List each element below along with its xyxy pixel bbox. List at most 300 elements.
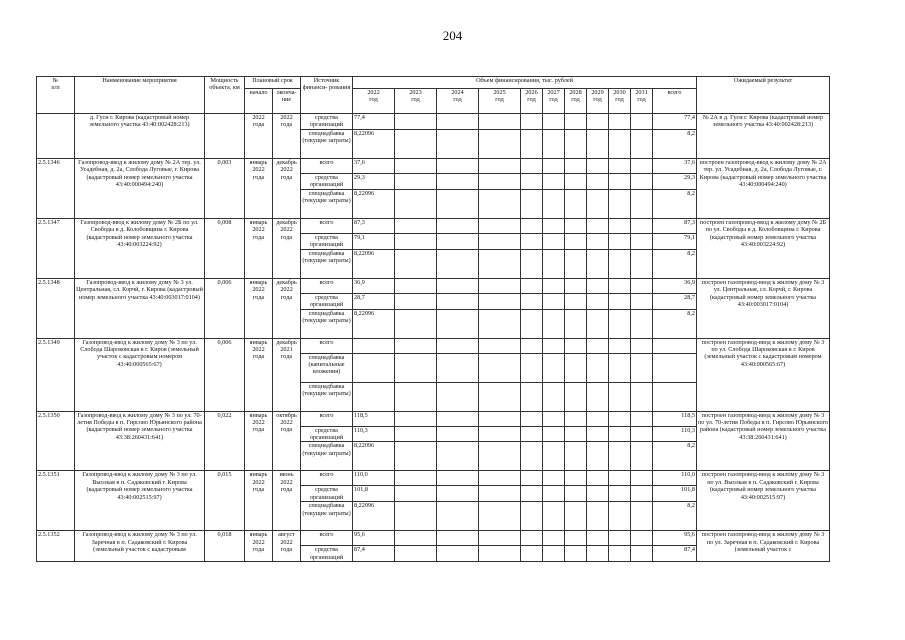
start-date-line: январь	[249, 338, 268, 346]
end-date	[273, 158, 301, 218]
end-date-line: 2022	[280, 478, 293, 486]
funding-source: всего	[301, 278, 353, 293]
value-empty	[543, 293, 565, 309]
end-date-line: 2022	[280, 166, 293, 174]
value-empty	[587, 531, 609, 546]
value-empty	[521, 309, 543, 338]
funding-source: средства организаций	[301, 486, 353, 502]
value-2022: 87,3	[353, 218, 395, 233]
value-empty	[609, 278, 631, 293]
value-total: 8,2	[653, 309, 697, 338]
value-empty	[609, 382, 631, 411]
start-date-line: 2022	[252, 345, 265, 353]
start-date-line: года	[252, 426, 265, 434]
expected-result: построен газопровод-ввод к жилому дому № 2Б по ул. Свободы в д. Колобовщина г. Кирова (кадастровый номер земельного участка 43:40:003224:92)	[697, 218, 830, 278]
capacity-value: 0,006	[205, 278, 245, 338]
value-empty	[543, 471, 565, 486]
value-total: 77,4	[653, 114, 697, 130]
value-empty	[565, 531, 587, 546]
start-date	[245, 158, 273, 218]
value-2022: 87,4	[353, 546, 395, 562]
start-date	[245, 411, 273, 471]
value-empty	[395, 531, 437, 546]
value-empty	[395, 353, 437, 382]
header-capacity: Мощность объекта, км	[205, 77, 245, 114]
header-year	[609, 89, 631, 114]
end-date-line: октябрь	[276, 411, 297, 419]
value-empty	[395, 471, 437, 486]
funding-source: средства организаций	[301, 173, 353, 189]
start-date-line: 2022	[252, 226, 265, 234]
end-date	[273, 471, 301, 531]
value-empty	[631, 218, 653, 233]
value-empty	[609, 353, 631, 382]
row-number: 2.5.1349	[37, 338, 75, 411]
value-empty	[609, 233, 631, 249]
funding-source: спецнадбавка (текущие затраты)	[301, 502, 353, 531]
value-empty	[565, 486, 587, 502]
value-total	[653, 353, 697, 382]
table-row	[37, 278, 830, 293]
funding-source: всего	[301, 471, 353, 486]
header-year	[521, 89, 543, 114]
header-year-line: год	[571, 96, 580, 104]
funding-source: средства организаций	[301, 233, 353, 249]
value-empty	[609, 411, 631, 426]
value-empty	[395, 278, 437, 293]
funding-source: всего	[301, 338, 353, 353]
value-empty	[521, 426, 543, 442]
header-year-line: год	[593, 96, 602, 104]
capacity-value: 0,015	[205, 471, 245, 531]
value-empty	[479, 129, 521, 158]
value-2022: 77,4	[353, 114, 395, 130]
value-empty	[395, 546, 437, 562]
value-empty	[543, 531, 565, 546]
expected-result: построен газопровод-ввод к жилому дому № 3 по ул. Слобода Шароковская в г. Киров (земельный участок с кадастровым номером 43:40:000565:67)	[697, 338, 830, 411]
value-empty	[587, 233, 609, 249]
value-empty	[565, 189, 587, 218]
funding-source: средства организаций	[301, 114, 353, 130]
start-date-line: года	[252, 121, 265, 129]
value-empty	[587, 249, 609, 278]
value-total: 29,3	[653, 173, 697, 189]
value-total: 79,1	[653, 233, 697, 249]
header-year-line: год	[549, 96, 558, 104]
funding-source: всего	[301, 531, 353, 546]
value-2022: 8,22096	[353, 442, 395, 471]
value-empty	[543, 218, 565, 233]
value-empty	[395, 426, 437, 442]
value-empty	[437, 293, 479, 309]
event-name: Газопровод-ввод к жилому дому № 2Б по ул. Свободы в д. Колобовщина г. Кирова (кадастровый номер земельного участка 43:40:003224:92)	[75, 218, 205, 278]
header-num-line: п/п	[51, 84, 60, 92]
value-empty	[609, 426, 631, 442]
end-date-line: 2021	[280, 345, 293, 353]
value-empty	[437, 233, 479, 249]
header-result: Ожидаемый результат	[697, 77, 830, 114]
header-year	[565, 89, 587, 114]
end-date-line: август	[278, 531, 295, 539]
value-empty	[543, 233, 565, 249]
value-empty	[395, 233, 437, 249]
value-empty	[631, 129, 653, 158]
value-empty	[631, 486, 653, 502]
funding-source: средства организаций	[301, 426, 353, 442]
row-number: 2.5.1350	[37, 411, 75, 471]
end-date-line: 2022	[280, 418, 293, 426]
value-empty	[479, 278, 521, 293]
funding-source: всего	[301, 158, 353, 173]
value-empty	[609, 531, 631, 546]
start-date-line: года	[252, 233, 265, 241]
header-year-line: 2023	[409, 89, 422, 96]
value-empty	[395, 129, 437, 158]
value-empty	[631, 309, 653, 338]
end-date-line: года	[280, 353, 293, 361]
value-empty	[631, 293, 653, 309]
capacity-value	[205, 114, 245, 159]
value-empty	[395, 114, 437, 130]
value-empty	[543, 173, 565, 189]
event-name: Газопровод-ввод к жилому дому № 3 ул. Центральная, сл. Корчй, г. Кирова (кадастровый номер земельного участка 43:40:003017:0104)	[75, 278, 205, 338]
end-date-line: декабрь	[276, 278, 297, 286]
value-empty	[437, 278, 479, 293]
value-empty	[631, 158, 653, 173]
end-date-line: декабрь	[276, 158, 297, 166]
end-date-line: 2022	[280, 114, 293, 121]
funding-source: спецнадбавка (текущие затраты)	[301, 189, 353, 218]
value-total: 110,0	[653, 471, 697, 486]
start-date	[245, 278, 273, 338]
value-empty	[587, 158, 609, 173]
event-name: д. Гуси г. Кирова (кадастровый номер земельного участка 43:40:002428:213)	[75, 114, 205, 159]
value-empty	[521, 129, 543, 158]
start-date-line: года	[252, 173, 265, 181]
value-total: 8,2	[653, 442, 697, 471]
value-empty	[565, 353, 587, 382]
value-empty	[631, 338, 653, 353]
value-total: 8,2	[653, 249, 697, 278]
value-empty	[479, 471, 521, 486]
value-empty	[479, 158, 521, 173]
value-total: 36,9	[653, 278, 697, 293]
value-total: 101,8	[653, 486, 697, 502]
value-empty	[543, 382, 565, 411]
start-date-line: январь	[249, 471, 268, 479]
header-year-line: год	[527, 96, 536, 104]
header-year-line: 2026	[525, 89, 538, 96]
value-empty	[543, 189, 565, 218]
value-empty	[479, 546, 521, 562]
value-empty	[543, 353, 565, 382]
header-term-end-line: оконча-	[276, 89, 297, 96]
value-2022: 8,22096	[353, 502, 395, 531]
end-date-line: года	[280, 486, 293, 494]
value-empty	[437, 382, 479, 411]
value-empty	[395, 486, 437, 502]
value-empty	[631, 411, 653, 426]
value-total: 95,6	[653, 531, 697, 546]
value-empty	[587, 353, 609, 382]
value-empty	[587, 278, 609, 293]
header-year-line: 2022	[367, 89, 380, 96]
value-empty	[609, 129, 631, 158]
value-empty	[521, 114, 543, 130]
value-empty	[521, 173, 543, 189]
value-empty	[543, 309, 565, 338]
value-empty	[395, 249, 437, 278]
value-empty	[479, 353, 521, 382]
value-empty	[521, 411, 543, 426]
funding-source: спецнадбавка (текущие затраты)	[301, 382, 353, 411]
financing-table	[36, 76, 830, 562]
header-term: Плановый срок	[245, 77, 301, 89]
header-year	[543, 89, 565, 114]
header-year-line: год	[637, 96, 646, 104]
value-empty	[587, 382, 609, 411]
start-date-line: 2022	[252, 478, 265, 486]
start-date	[245, 338, 273, 411]
row-number: 2.5.1352	[37, 531, 75, 562]
end-date-line: декабрь	[276, 218, 297, 226]
header-year-line: год	[369, 96, 378, 104]
value-empty	[521, 442, 543, 471]
value-2022: 101,8	[353, 486, 395, 502]
start-date-line: года	[252, 486, 265, 494]
value-empty	[543, 249, 565, 278]
value-empty	[437, 158, 479, 173]
value-empty	[479, 114, 521, 130]
value-empty	[609, 114, 631, 130]
value-empty	[565, 233, 587, 249]
value-empty	[395, 173, 437, 189]
capacity-value: 0,003	[205, 158, 245, 218]
start-date-line: 2022	[252, 166, 265, 174]
start-date-line: январь	[249, 158, 268, 166]
value-empty	[395, 411, 437, 426]
row-number: 2.5.1351	[37, 471, 75, 531]
row-number: 2.5.1348	[37, 278, 75, 338]
value-empty	[479, 486, 521, 502]
funding-source: спецнадбавка (капитальные вложения)	[301, 353, 353, 382]
value-empty	[587, 189, 609, 218]
start-date-line: 2022	[252, 538, 265, 546]
start-date-line: январь	[249, 531, 268, 539]
start-date-line: года	[252, 353, 265, 361]
value-empty	[521, 218, 543, 233]
value-empty	[609, 218, 631, 233]
value-2022: 79,1	[353, 233, 395, 249]
value-empty	[395, 502, 437, 531]
row-number: 2.5.1346	[37, 158, 75, 218]
value-empty	[543, 338, 565, 353]
start-date-line: 2022	[252, 286, 265, 294]
value-empty	[543, 158, 565, 173]
value-empty	[437, 531, 479, 546]
value-empty	[631, 442, 653, 471]
value-empty	[631, 173, 653, 189]
start-date-line: 2022	[252, 114, 265, 121]
value-empty	[479, 173, 521, 189]
value-empty	[565, 546, 587, 562]
value-2022: 8,22096	[353, 129, 395, 158]
funding-source: спецнадбавка (текущие затраты)	[301, 129, 353, 158]
value-empty	[543, 546, 565, 562]
value-empty	[437, 129, 479, 158]
value-empty	[521, 249, 543, 278]
value-empty	[543, 411, 565, 426]
value-empty	[479, 442, 521, 471]
value-empty	[395, 218, 437, 233]
value-empty	[587, 338, 609, 353]
value-empty	[587, 486, 609, 502]
value-empty	[437, 218, 479, 233]
value-total	[653, 382, 697, 411]
value-empty	[565, 382, 587, 411]
value-empty	[631, 114, 653, 130]
value-empty	[395, 309, 437, 338]
header-year-line: 2025	[493, 89, 506, 96]
header-year-line: год	[453, 96, 462, 104]
table-row	[37, 338, 830, 353]
header-num-line: №	[52, 77, 59, 84]
end-date	[273, 218, 301, 278]
value-empty	[609, 158, 631, 173]
funding-source: спецнадбавка (текущие затраты)	[301, 442, 353, 471]
header-year	[353, 89, 395, 114]
value-empty	[521, 293, 543, 309]
value-empty	[479, 411, 521, 426]
value-empty	[609, 189, 631, 218]
header-term-end-line: ние	[281, 96, 292, 104]
value-empty	[479, 233, 521, 249]
event-name: Газопровод-ввод к жилому дому № 2А тер. ул. Усадебная, д. 2а, Слобода Луговые, г. Кирова (кадастровый номер земельного участка 43:40:000494:240)	[75, 158, 205, 218]
value-empty	[565, 338, 587, 353]
value-empty	[479, 293, 521, 309]
expected-result: построен газопровод-ввод к жилому дому № 3 по ул. Высокая в п. Садаковский г. Кирова (кадастровый номер земельного участка 43:40:002515:97)	[697, 471, 830, 531]
value-empty	[437, 471, 479, 486]
funding-source: средства организаций	[301, 293, 353, 309]
value-empty	[565, 426, 587, 442]
value-empty	[437, 353, 479, 382]
value-empty	[631, 502, 653, 531]
value-total: 8,2	[653, 189, 697, 218]
value-total: 28,7	[653, 293, 697, 309]
value-empty	[587, 309, 609, 338]
value-empty	[565, 114, 587, 130]
value-empty	[587, 471, 609, 486]
value-empty	[395, 382, 437, 411]
start-date-line: года	[252, 293, 265, 301]
header-name: Наименование мероприятия	[75, 77, 205, 114]
end-date-line: года	[280, 173, 293, 181]
start-date-line: январь	[249, 218, 268, 226]
expected-result: построен газопровод-ввод к жилому дому № 3 ул. Центральная, сл. Корчй, г. Кирова (кадастровый номер земельного участка 43:40:003017:0104)	[697, 278, 830, 338]
value-2022: 28,7	[353, 293, 395, 309]
value-empty	[565, 471, 587, 486]
end-date-line: года	[280, 233, 293, 241]
start-date-line: 2022	[252, 418, 265, 426]
start-date	[245, 471, 273, 531]
end-date-line: года	[280, 426, 293, 434]
value-empty	[479, 338, 521, 353]
value-empty	[521, 502, 543, 531]
value-empty	[631, 531, 653, 546]
value-empty	[395, 189, 437, 218]
event-name: Газопровод-ввод к жилому дому № 3 по ул. Заречная в п. Садаковский г. Кирова (земельный участок с кадастровым	[75, 531, 205, 562]
table-row	[37, 114, 830, 130]
value-empty	[437, 486, 479, 502]
value-empty	[521, 233, 543, 249]
value-empty	[609, 173, 631, 189]
value-empty	[437, 173, 479, 189]
header-year-line: 2030	[613, 89, 626, 96]
value-empty	[543, 129, 565, 158]
value-empty	[609, 309, 631, 338]
capacity-value: 0,008	[205, 218, 245, 278]
value-empty	[587, 114, 609, 130]
header-year-line: год	[495, 96, 504, 104]
header-total: всего	[653, 89, 697, 114]
header-year-line: 2028	[569, 89, 582, 96]
header-term-start: начало	[245, 89, 273, 114]
value-empty	[631, 278, 653, 293]
value-empty	[565, 411, 587, 426]
value-empty	[543, 426, 565, 442]
row-number	[37, 114, 75, 159]
value-empty	[479, 531, 521, 546]
end-date-line: 2022	[280, 286, 293, 294]
value-total	[653, 338, 697, 353]
value-2022: 8,22096	[353, 189, 395, 218]
page-number: 204	[442, 28, 463, 43]
value-2022: 118,5	[353, 411, 395, 426]
capacity-value: 0,018	[205, 531, 245, 562]
value-empty	[587, 218, 609, 233]
header-year	[631, 89, 653, 114]
value-empty	[587, 546, 609, 562]
value-empty	[437, 189, 479, 218]
funding-source: средства организаций	[301, 546, 353, 562]
value-empty	[609, 442, 631, 471]
header-year-line: 2029	[591, 89, 604, 96]
value-empty	[543, 502, 565, 531]
value-empty	[565, 442, 587, 471]
value-empty	[521, 278, 543, 293]
value-2022	[353, 338, 395, 353]
value-2022: 36,9	[353, 278, 395, 293]
start-date-line: январь	[249, 278, 268, 286]
value-empty	[609, 471, 631, 486]
value-2022: 8,22096	[353, 249, 395, 278]
table-row	[37, 411, 830, 426]
header-source: Источник финанси- рования	[301, 77, 353, 114]
value-empty	[479, 249, 521, 278]
end-date	[273, 278, 301, 338]
value-empty	[521, 486, 543, 502]
value-empty	[587, 442, 609, 471]
value-empty	[631, 249, 653, 278]
start-date-line: январь	[249, 411, 268, 419]
value-empty	[565, 173, 587, 189]
value-empty	[479, 309, 521, 338]
header-volume: Объем финансирования, тыс. рублей	[353, 77, 697, 89]
value-2022: 8,22096	[353, 309, 395, 338]
end-date-line: декабрь	[276, 338, 297, 346]
header-num	[37, 77, 75, 114]
table-row	[37, 471, 830, 486]
